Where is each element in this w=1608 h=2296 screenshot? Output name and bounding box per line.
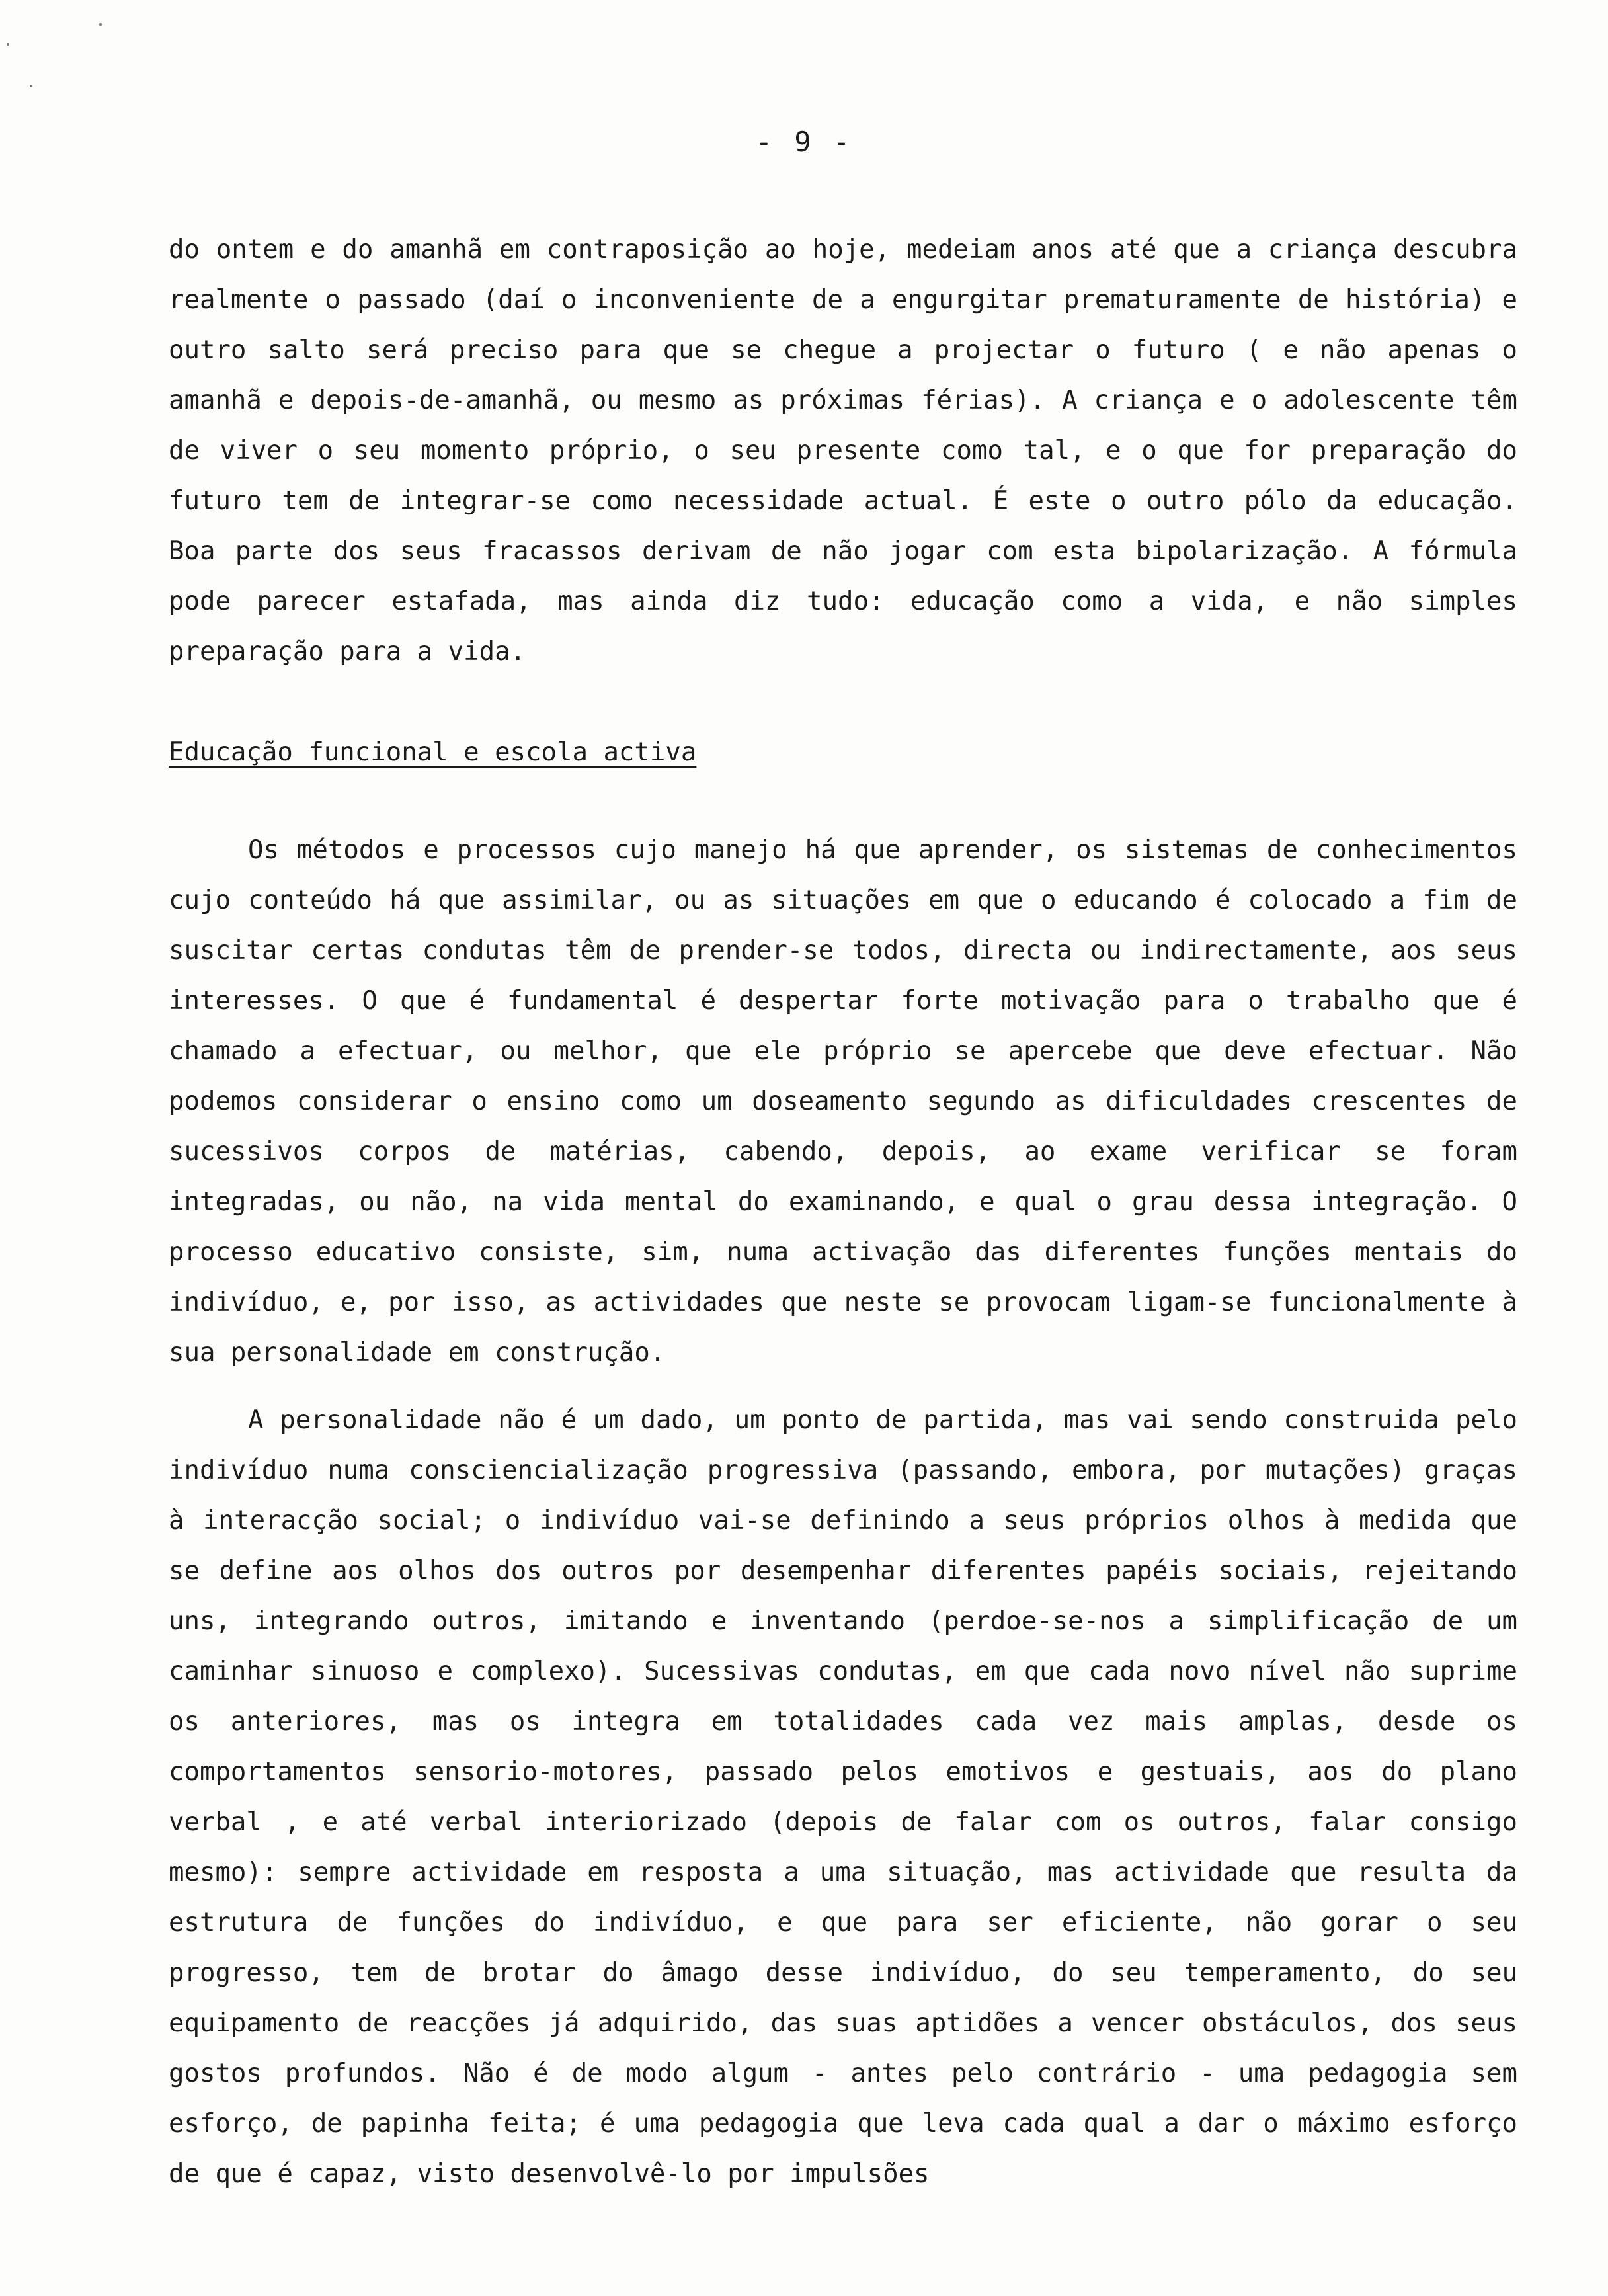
page-number: - 9 - <box>755 126 853 158</box>
section-heading: Educação funcional e escola activa <box>169 737 697 767</box>
personality-paragraph: A personalidade não é um dado, um ponto de partida, mas vai sendo construida pelo indivíduo numa consciencialização progressiva (passando, embora, por mutações) graças à interacção social; o indivíduo vai-se definindo a seus próprios olhos à medida que se define aos olhos dos outros por desempenhar diferentes papéis sociais, rejeitando uns, integrando outros, imitando e inventando (perdoe-se-nos a simplificação de um caminhar sinuoso e complexo). Sucessivas condutas, em que cada novo nível não suprime os anteriores, mas os integra em totalidades cada vez mais amplas, desde os comportamentos sensorio-motores, passado pelos emotivos e gestuais, aos do plano verbal , e até verbal interiorizado (depois de falar com os outros, falar consigo mesmo): sempre actividade em resposta a uma situação, mas actividade que resulta da estrutura de funções do indivíduo, e que para ser eficiente, não gorar o seu progresso, tem de brotar do âmago desse indivíduo, do seu temperamento, do seu equipamento de reacções já adquirido, das suas aptidões a vencer obstáculos, dos seus gostos profundos. Não é de modo algum - antes pelo contrário - uma pedagogia sem esforço, de papinha feita; é uma pedagogia que leva cada qual a dar o máximo esforço de que é capaz, visto desenvolvê-lo por impulsões <box>169 1405 1517 2189</box>
scan-speck <box>7 43 9 46</box>
scan-speck <box>99 23 102 26</box>
intro-paragraph: do ontem e do amanhã em contraposição ao hoje, medeiam anos até que a criança descubra realmente o passado (daí o inconveniente de a engurgitar prematuramente de história) e outro salto será preciso para que se chegue a projectar o futuro ( e não apenas o amanhã e depois-de-amanhã, ou mesmo as próximas férias). A criança e o adolescente têm de viver o seu momento próprio, o seu presente como tal, e o que for preparação do futuro tem de integrar-se como necessidade actual. É este o outro pólo da educação. Boa parte dos seus fracassos derivam de não jogar com esta bipolarização. A fórmula pode parecer estafada, mas ainda diz tudo: educação como a vida, e não simples preparação para a vida. <box>169 235 1517 667</box>
scan-speck <box>30 85 32 87</box>
methods-paragraph: Os métodos e processos cujo manejo há que aprender, os sistemas de conhecimentos cujo conteúdo há que assimilar, ou as situações em que o educando é colocado a fim de suscitar certas condutas têm de prender-se todos, directa ou indirectamente, aos seus interesses. O que é fundamental é despertar forte motivação para o trabalho que é chamado a efectuar, ou melhor, que ele próprio se apercebe que deve efectuar. Não podemos considerar o ensino como um doseamento segundo as dificuldades crescentes de sucessivos corpos de matérias, cabendo, depois, ao exame verificar se foram integradas, ou não, na vida mental do examinando, e qual o grau dessa integração. O processo educativo consiste, sim, numa activação das diferentes funções mentais do indivíduo, e, por isso, as actividades que neste se provocam ligam-se funcionalmente à sua personalidade em construção. <box>169 835 1517 1368</box>
